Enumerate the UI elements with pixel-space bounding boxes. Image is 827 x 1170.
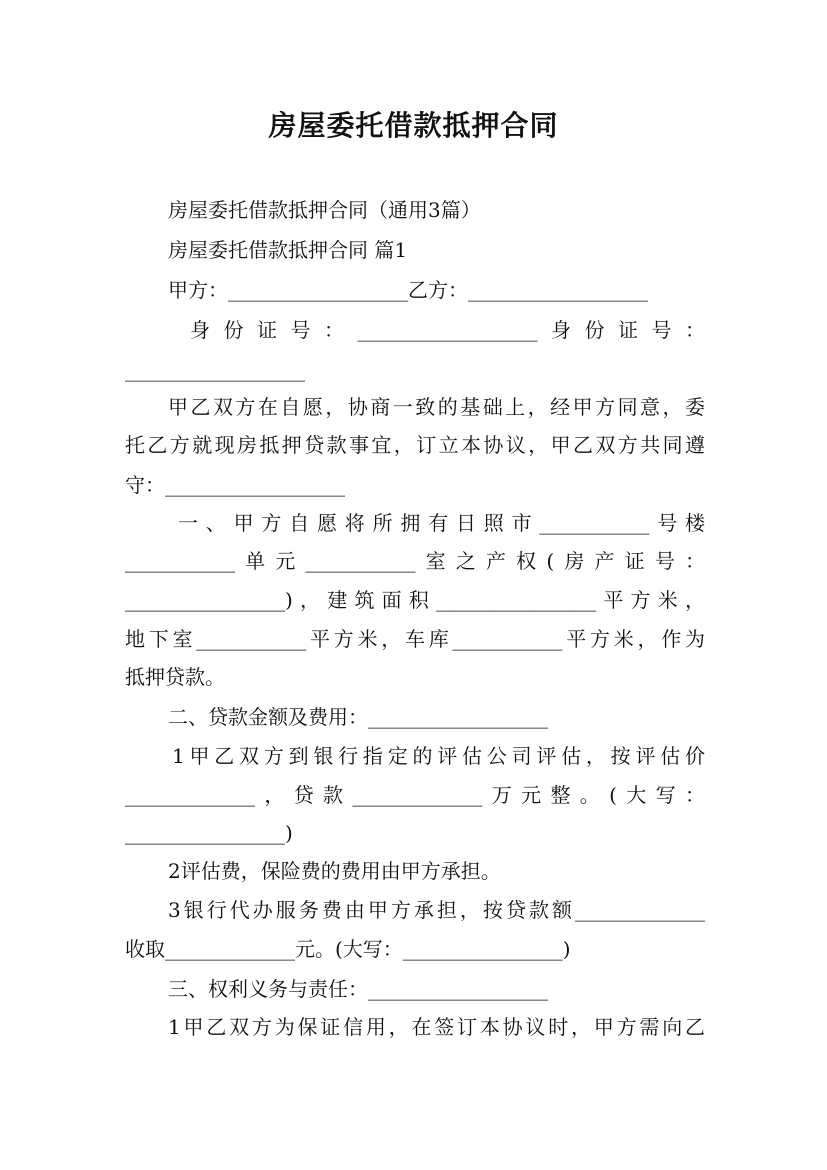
text-line: 3银行代办服务费由甲方承担，按贷款额_____________	[168, 898, 705, 922]
document-title: 房屋委托借款抵押合同	[268, 109, 559, 142]
section-heading: 二、贷款金额及费用：__________________	[168, 705, 548, 729]
text-line: 托乙方就现房抵押贷款事宜，订立本协议，甲乙双方共同遵	[125, 433, 705, 457]
party-line: 甲方：__________________乙方：__________________	[168, 278, 648, 302]
text-line: ___________单元___________室之产权(房产证号：	[125, 549, 705, 573]
text-line: ________________)	[125, 821, 293, 845]
text-line: 2评估费，保险费的费用由甲方承担。	[168, 859, 501, 883]
text-line: 甲乙双方在自愿，协商一致的基础上，经甲方同意，委	[168, 395, 705, 419]
text-line: 地下室___________平方米，车库___________平方米，作为	[125, 627, 705, 651]
text-line: 守：__________________	[125, 473, 345, 497]
text-line: 1甲乙双方到银行指定的评估公司评估，按评估价	[172, 744, 705, 768]
text-line: 收取_____________元。(大写：________________)	[125, 937, 571, 961]
section-heading: 三、权利义务与责任：__________________	[168, 977, 548, 1001]
subtitle-line: 房屋委托借款抵押合同（通用3篇）	[168, 198, 481, 222]
text-line: _____________，贷款_____________万元整。(大写：	[125, 783, 705, 807]
text-line: 1甲乙双方为保证信用，在签订本协议时，甲方需向乙	[168, 1015, 705, 1039]
text-line: __________________	[125, 358, 305, 382]
text-line: ________________)，建筑面积________________平方米，	[125, 588, 705, 612]
text-line: 一、甲方自愿将所拥有日照市___________号楼	[178, 511, 705, 535]
id-line: 身份证号：__________________身份证号：	[190, 318, 705, 342]
section-heading: 房屋委托借款抵押合同 篇1	[168, 238, 408, 262]
text-line: 抵押贷款。	[125, 665, 225, 689]
